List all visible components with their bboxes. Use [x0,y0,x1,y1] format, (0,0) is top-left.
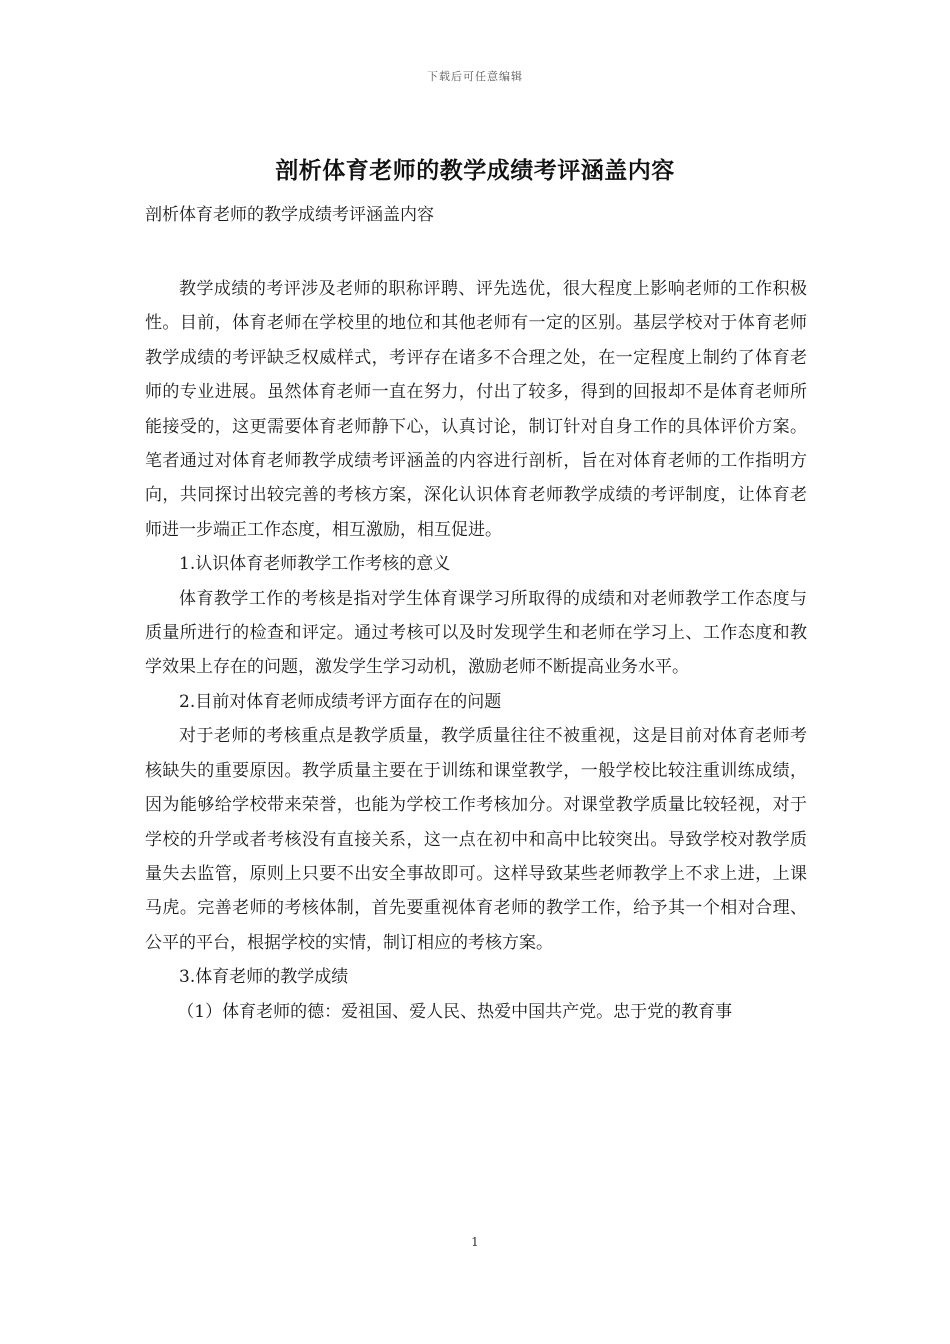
document-subtitle: 剖析体育老师的教学成绩考评涵盖内容 [145,205,434,225]
section-heading-2: 2.目前对体育老师成绩考评方面存在的问题 [179,691,502,712]
document-title: 剖析体育老师的教学成绩考评涵盖内容 [275,158,675,184]
page-header-note: 下载后可任意编辑 [427,70,523,83]
section-heading-1: 1.认识体育老师教学工作考核的意义 [179,554,451,575]
paragraph-section-1: 体育教学工作的考核是指对学生体育课学习所取得的成绩和对老师教学工作态度与质量所进行的检查和评定。通过考核可以及时发现学生和老师在学习上、工作态度和教学效果上存在的问题，激发学生学习动机，激励老师不断提高业务水平。 [145,588,807,678]
paragraph-item-1: （1）体育老师的德：爱祖国、爱人民、热爱中国共产党。忠于党的教育事 [177,1001,733,1022]
paragraph-section-2: 对于老师的考核重点是教学质量，教学质量往往不被重视，这是目前对体育老师考核缺失的重要原因。教学质量主要在于训练和课堂教学，一般学校比较注重训练成绩，因为能够给学校带来荣誉，也能为学校工作考核加分。对课堂教学质量比较轻视，对于学校的升学或者考核没有直接关系，这一点在初中和高中比较突出。导致学校对教学质量失去监管，原则上只要不出安全事故即可。这样导致某些老师教学上不求上进，上课马虎。完善老师的考核体制，首先要重视体育老师的教学工作，给予其一个相对合理、公平的平台，根据学校的实情，制订相应的考核方案。 [145,726,807,953]
page-number: 1 [471,1235,479,1249]
document-body [145,272,807,1029]
paragraph-intro: 教学成绩的考评涉及老师的职称评聘、评先选优，很大程度上影响老师的工作积极性。目前，体育老师在学校里的地位和其他老师有一定的区别。基层学校对于体育老师教学成绩的考评缺乏权威样式，考评存在诸多不合理之处，在一定程度上制约了体育老师的专业进展。虽然体育老师一直在努力，付出了较多，得到的回报却不是体育老师所能接受的，这更需要体育老师静下心，认真讨论，制订针对自身工作的具体评价方案。笔者通过对体育老师教学成绩考评涵盖的内容进行剖析，旨在对体育老师的工作指明方向，共同探讨出较完善的考核方案，深化认识体育老师教学成绩的考评制度，让体育老师进一步端正工作态度，相互激励，相互促进。 [145,279,807,540]
section-heading-3: 3.体育老师的教学成绩 [179,967,349,988]
